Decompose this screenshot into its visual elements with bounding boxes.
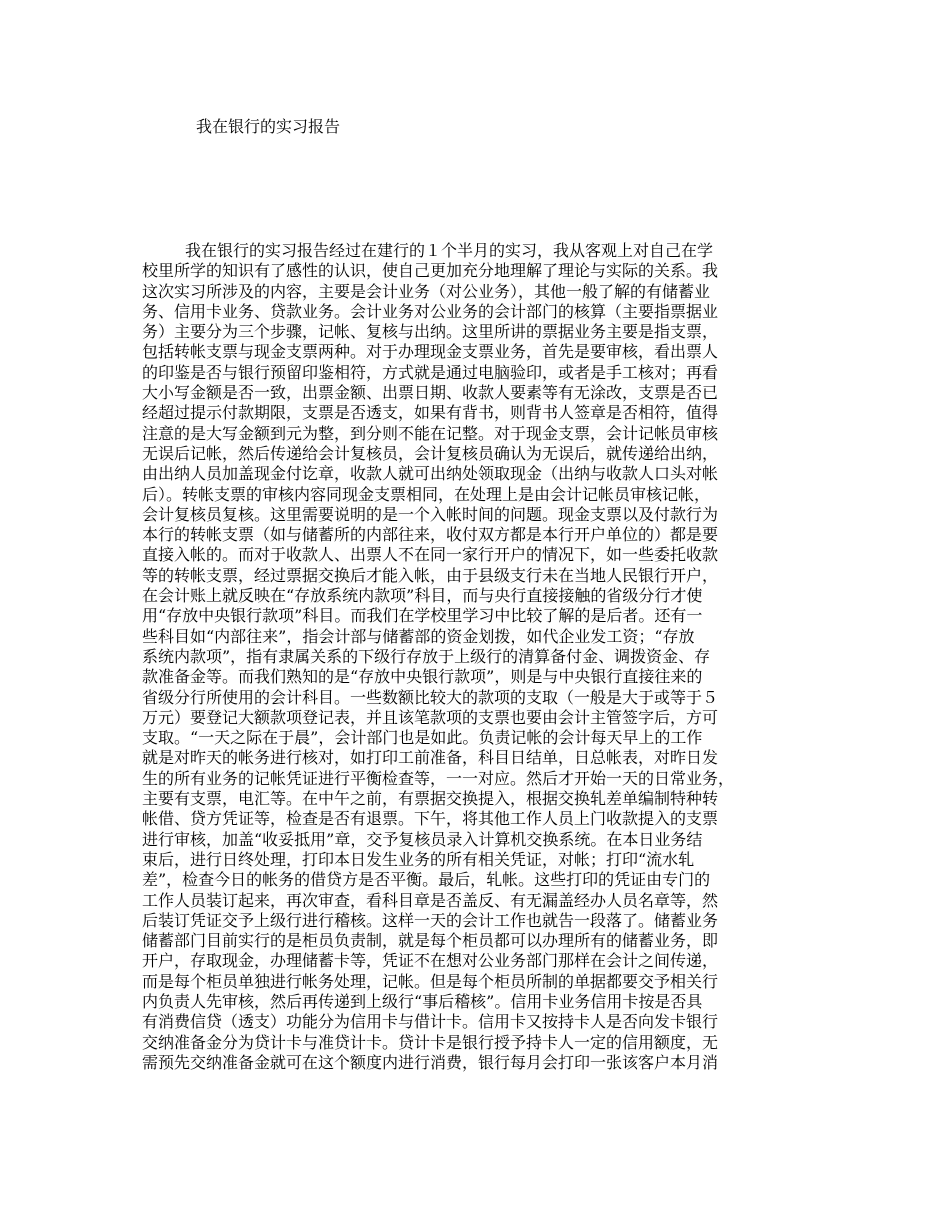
body-line: 注意的是大写金额到元为整，到分则不能在记整。对于现金支票，会计记帐员审核: [142, 423, 719, 443]
body-line: 开户，存取现金，办理储蓄卡等，凭证不在想对公业务部门那样在会计之间传递，: [142, 951, 719, 971]
document-body: [142, 241, 832, 1073]
body-line: 而是每个柜员单独进行帐务处理，记帐。但是每个柜员所制的单据都要交予相关行: [142, 971, 719, 991]
body-line: 用“存放中央银行款项”科目。而我们在学校里学习中比较了解的是后者。还有一: [142, 606, 703, 626]
document-title: 我在银行的实习报告: [196, 117, 341, 136]
body-line: 直接入帐的。而对于收款人、出票人不在同一家行开户的情况下，如一些委托收款: [142, 545, 719, 565]
body-line: 校里所学的知识有了感性的认识，使自己更加充分地理解了理论与实际的关系。我: [142, 261, 719, 281]
body-line: 务）主要分为三个步骤，记帐、复核与出纳。这里所讲的票据业务主要是指支票，: [142, 322, 719, 342]
body-line: 万元）要登记大额款项登记表，并且该笔款项的支票也要由会计主管签字后，方可: [142, 707, 719, 727]
body-line: 后装订凭证交予上级行进行稽核。这样一天的会计工作也就告一段落了。储蓄业务: [142, 910, 719, 930]
body-line: 款准备金等。而我们熟知的是“存放中央银行款项”，则是与中央银行直接往来的: [142, 667, 703, 687]
body-line: 会计复核员复核。这里需要说明的是一个入帐时间的问题。现金支票以及付款行为: [142, 504, 719, 524]
body-line: 交纳准备金分为贷计卡与准贷计卡。贷计卡是银行授予持卡人一定的信用额度，无: [142, 1032, 719, 1052]
body-line: 内负责人先审核，然后再传递到上级行“事后稽核”。信用卡业务信用卡按是否具: [142, 991, 703, 1011]
body-line: 些科目如“内部往来”，指会计部与储蓄部的资金划拨，如代企业发工资；“存放: [142, 626, 695, 646]
body-line: 无误后记帐，然后传递给会计复核员，会计复核员确认为无误后，就传递给出纳，: [142, 443, 719, 463]
body-line: 等的转帐支票，经过票据交换后才能入帐，由于县级支行未在当地人民银行开户，: [142, 565, 719, 585]
body-line: 我在银行的实习报告经过在建行的１个半月的实习，我从客观上对自己在学: [185, 241, 714, 260]
body-line: 的印鉴是否与银行预留印鉴相符，方式就是通过电脑验印，或者是手工核对；再看: [142, 362, 719, 382]
body-line: 大小写金额是否一致，出票金额、出票日期、收款人要素等有无涂改，支票是否已: [142, 383, 719, 403]
body-line: 储蓄部门目前实行的是柜员负责制，就是每个柜员都可以办理所有的储蓄业务，即: [142, 931, 719, 951]
body-line: 支取。“一天之际在于晨”，会计部门也是如此。负责记帐的会计每天早上的工作: [142, 728, 703, 748]
body-line: 主要有支票，电汇等。在中午之前，有票据交换提入，根据交换轧差单编制特种转: [142, 789, 719, 809]
body-line: 在会计账上就反映在“存放系统内款项”科目，而与央行直接接触的省级分行才使: [142, 586, 703, 606]
body-line: 包括转帐支票与现金支票两种。对于办理现金支票业务，首先是要审核，看出票人: [142, 342, 719, 362]
body-line: 进行审核，加盖“收妥抵用”章，交予复核员录入计算机交换系统。在本日业务结: [142, 829, 703, 849]
body-line: 省级分行所使用的会计科目。一些数额比较大的款项的支取（一般是大于或等于５: [142, 687, 719, 707]
body-line: 生的所有业务的记帐凭证进行平衡检查等，一一对应。然后才开始一天的日常业务，: [142, 768, 735, 788]
body-line: 这次实习所涉及的内容，主要是会计业务（对公业务），其他一般了解的有储蓄业: [142, 281, 711, 301]
body-line: 工作人员装订起来，再次审查，看科目章是否盖反、有无漏盖经办人员名章等，然: [142, 890, 719, 910]
body-line: 经超过提示付款期限，支票是否透支，如果有背书，则背书人签章是否相符，值得: [142, 403, 719, 423]
body-line: 务、信用卡业务、贷款业务。会计业务对公业务的会计部门的核算（主要指票据业: [142, 301, 719, 321]
body-line: 本行的转帐支票（如与储蓄所的内部往来，收付双方都是本行开户单位的）都是要: [142, 525, 719, 545]
body-line: 系统内款项”，指有隶属关系的下级行存放于上级行的清算备付金、调拨资金、存: [142, 646, 711, 666]
body-line: 后）。转帐支票的审核内容同现金支票相同，在处理上是由会计记帐员审核记帐，: [142, 484, 711, 504]
body-line: 差”，检查今日的帐务的借贷方是否平衡。最后，轧帐。这些打印的凭证由专门的: [142, 870, 711, 890]
body-line: 有消费信贷（透支）功能分为信用卡与借计卡。信用卡又按持卡人是否向发卡银行: [142, 1012, 719, 1032]
body-line: 由出纳人员加盖现金付讫章，收款人就可出纳处领取现金（出纳与收款人口头对帐: [142, 464, 719, 484]
body-line: 就是对昨天的帐务进行核对，如打印工前准备，科目日结单，日总帐表，对昨日发: [142, 748, 719, 768]
body-line: 帐借、贷方凭证等，检查是否有退票。下午，将其他工作人员上门收款提入的支票: [142, 809, 719, 829]
body-line: 需预先交纳准备金就可在这个额度内进行消费，银行每月会打印一张该客户本月消: [142, 1052, 719, 1072]
body-line: 束后，进行日终处理，打印本日发生业务的所有相关凭证，对帐；打印“流水轧: [142, 849, 695, 869]
